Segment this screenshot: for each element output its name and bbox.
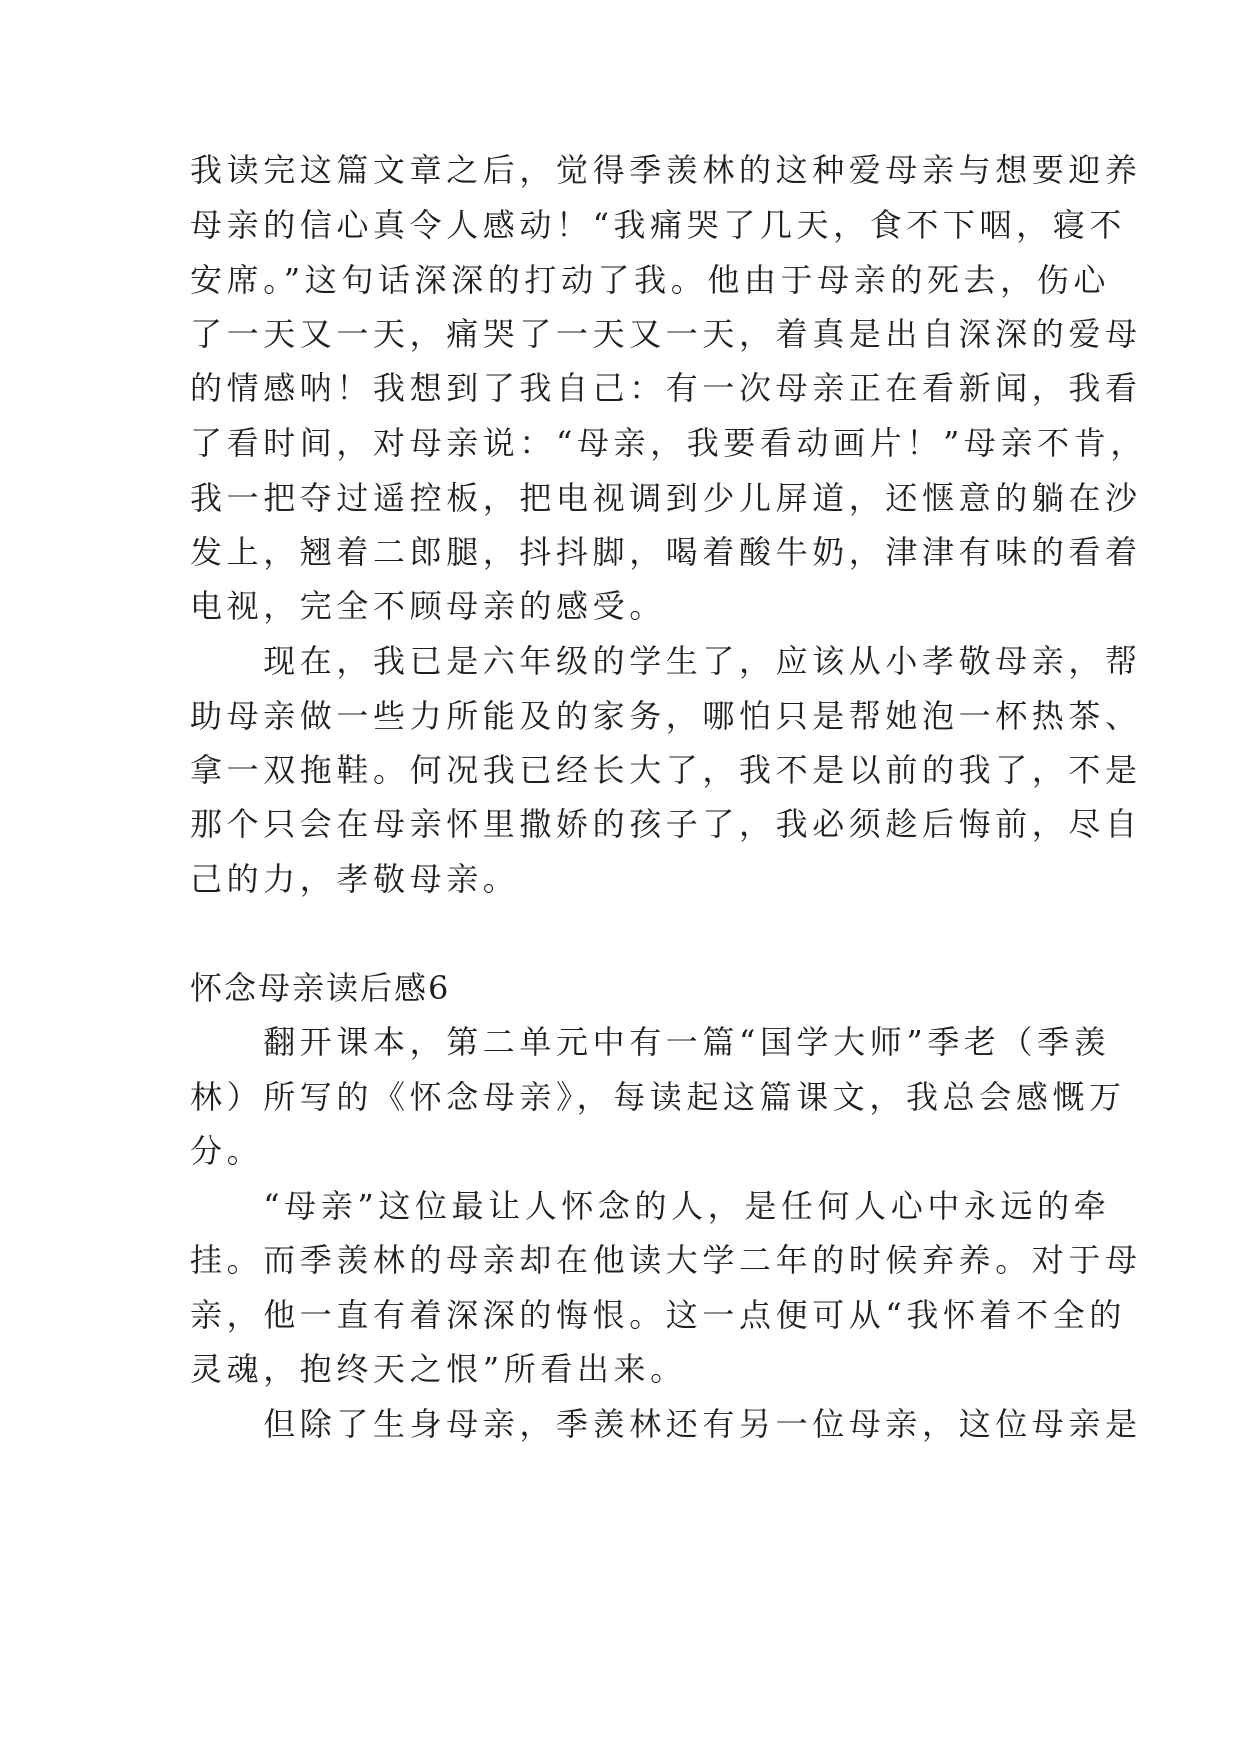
text-line: 的情感呐！我想到了我自己：有一次母亲正在看新闻，我看 bbox=[190, 369, 1142, 407]
text-line: 翻开课本，第二单元中有一篇“国学大师”季老（季羡 bbox=[190, 1023, 1111, 1061]
text-line: 发上，翘着二郎腿，抖抖脚，喝着酸牛奶，津津有味的看着 bbox=[190, 533, 1142, 571]
text-line: “母亲”这位最让人怀念的人，是任何人心中永远的牵 bbox=[190, 1187, 1111, 1225]
text-line: 林）所写的《怀念母亲》，每读起这篇课文，我总会感慨万 bbox=[190, 1078, 1126, 1116]
text-line: 我一把夺过遥控板，把电视调到少儿屏道，还惬意的躺在沙 bbox=[190, 479, 1142, 517]
text-line: 但除了生身母亲，季羡林还有另一位母亲，这位母亲是 bbox=[190, 1405, 1142, 1443]
text-line: 现在，我已是六年级的学生了，应该从小孝敬母亲，帮 bbox=[190, 642, 1142, 680]
text-line: 亲，他一直有着深深的悔恨。这一点便可从“我怀着不全的 bbox=[190, 1296, 1126, 1334]
text-line: 灵魂，抱终天之恨”所看出来。 bbox=[190, 1350, 687, 1388]
text-line: 电视，完全不顾母亲的感受。 bbox=[190, 587, 666, 625]
text-line: 了看时间，对母亲说：“母亲，我要看动画片！”母亲不肯， bbox=[190, 424, 1147, 462]
text-line: 了一天又一天，痛哭了一天又一天，着真是出自深深的爱母 bbox=[190, 315, 1142, 353]
text-line: 那个只会在母亲怀里撒娇的孩子了，我必须趁后悔前，尽自 bbox=[190, 805, 1142, 843]
text-line: 己的力，孝敬母亲。 bbox=[190, 860, 520, 898]
text-line: 分。 bbox=[190, 1132, 264, 1170]
text-line: 挂。而季羡林的母亲却在他读大学二年的时候弃养。对于母 bbox=[190, 1241, 1142, 1279]
section-heading: 怀念母亲读后感6 bbox=[190, 969, 451, 1007]
text-line: 母亲的信心真令人感动！“我痛哭了几天，食不下咽，寝不 bbox=[190, 206, 1126, 244]
text-line: 助母亲做一些力所能及的家务，哪怕只是帮她泡一杯热茶、 bbox=[190, 697, 1142, 735]
text-line: 我读完这篇文章之后，觉得季羡林的这种爱母亲与想要迎养 bbox=[190, 151, 1142, 189]
text-line: 拿一双拖鞋。何况我已经长大了，我不是以前的我了，不是 bbox=[190, 751, 1142, 789]
text-line: 安席。”这句话深深的打动了我。他由于母亲的死去，伤心 bbox=[190, 261, 1110, 299]
